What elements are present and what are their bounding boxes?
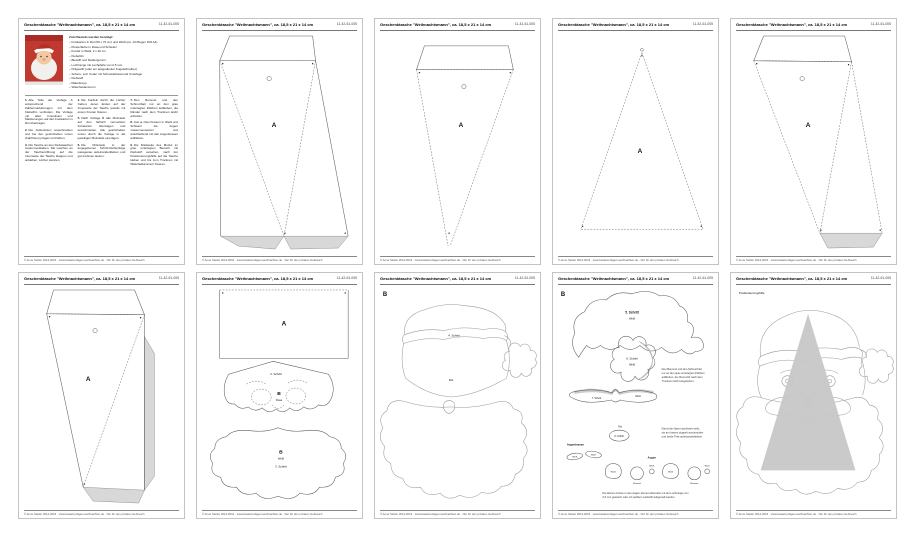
santa-eye-photo [46,56,48,58]
instruction-step [130,144,178,167]
apex-mark [641,48,644,51]
page-code: 11-42-61-005 [870,22,891,26]
cut-line [852,62,883,233]
punch-hole-mark [93,328,97,332]
page-footer [202,256,357,262]
material-item: – Lochzange mit Lochpfeife von 2,5 mm [69,64,157,68]
material-item: – Schere, evtl. Cutter mit Schneidelineal und Unterlage [69,73,157,77]
color-label: Schwarz [690,483,699,486]
page-header [380,22,535,31]
page-code: 11-42-61-005 [158,22,179,26]
color-label: Weiß [628,317,636,321]
page-title: Geschenktasche "Weihnachtsmann", ca. 18,5 x 21 x 14 cm [558,22,670,27]
registration-dot [848,64,849,65]
photo-table-edge [25,82,63,86]
color-label: Rot [618,425,623,429]
registration-dot [641,55,642,56]
note-line: aufkleben, der Rest wird nach dem [661,376,703,380]
page-content [375,32,540,255]
registration-dot [140,317,141,318]
page-4-template [552,18,719,265]
pages-grid [18,18,897,519]
page-7-template [196,272,363,519]
step-label: 2. Schritt [270,372,282,377]
section-label: Augenbrauen [566,443,584,447]
material-item: – Bleistift und Radiergummi [69,59,157,63]
part-label: B [279,450,283,456]
eye-highlight-outline [705,469,710,474]
instruction-step [130,99,178,118]
registration-dot [84,484,85,485]
glue-flap [284,236,348,249]
registration-dot [582,226,583,227]
material-item: – Kordel in Weiß, 2 x 40 cm [69,50,157,54]
page-title: Geschenktasche "Weihnachtsmann", ca. 18,5 x 21 x 14 cm [380,22,492,27]
page-footer [736,510,891,516]
color-label: Weiß [277,457,285,461]
sheet-label: B [382,291,388,298]
glue-flap [221,236,284,249]
page-content [19,286,184,509]
page-code: 11-42-61-005 [514,276,535,280]
eye-pupil-outline [688,467,701,480]
bottom-note [602,491,689,499]
note-line: sie am besten doppelt zuschneiden [661,431,704,435]
pompom-template [610,336,655,381]
eye-mark [246,381,266,384]
step-text: Die Kordeln durch die Löcher ziehen, deren Enden auf der Innenseite der Tasche jeweils mit einem Knoten fixieren. [77,98,126,114]
fold-line [284,61,316,236]
color-label: Weiß [635,395,641,399]
step-number: 2. [25,128,28,133]
caption: Positionierungshilfe [738,290,765,295]
page-code: 11-42-61-005 [692,276,713,280]
part-label: A [85,376,91,384]
note-1 [662,367,705,383]
page-code: 11-42-61-005 [870,276,891,280]
bag-template-a3 [47,290,155,503]
page-9-template [552,272,719,519]
eye-pupil-outline [631,467,644,480]
step-number: 3. [25,142,28,147]
page-footer [24,510,179,516]
beard-outline [210,428,346,499]
copyright-text: © Anne Stelter 2014-2016 · www.bastelvorlagen-weihnachten.de · Nur für den privaten Gebrauch [380,512,501,516]
page-3-template [374,18,541,265]
page-code: 11-42-61-005 [514,22,535,26]
note-line: nur an den grau unterlegten Flächen [661,372,705,376]
fold-line [820,62,852,233]
color-label: Rosa [275,398,283,402]
pompom-outline [859,349,893,383]
top-flap [754,36,852,62]
copyright-text: © Anne Stelter 2014-2016 · www.bastelvorlagen-weihnachten.de · Nur für den privaten Gebrauch [380,258,501,262]
instruction-step [25,129,73,141]
page-title: Geschenktasche "Weihnachtsmann", ca. 18,5 x 21 x 14 cm [202,276,314,281]
cut-line [47,314,84,487]
copyright-text: © Anne Stelter 2014-2016 · www.bastelvorlagen-weihnachten.de · Nur für den privaten Gebrauch [24,258,145,262]
note-line: Trocknen leicht angehoben. [661,380,695,384]
sheet-label: B [560,291,566,298]
part-label: A [281,320,287,328]
step-number: 6. [77,142,81,147]
step-number: 8. [130,120,133,125]
registration-dot [820,230,821,231]
part-label: A [458,122,464,130]
step-number: 9. [130,142,133,147]
material-item: – Plusterfarbe in Rosa und Schwarz [69,46,157,50]
page-6-template [18,272,185,519]
registration-dot [701,226,702,227]
page-title: Geschenktasche "Weihnachtsmann", ca. 18,5 x 21 x 14 cm [380,276,492,281]
note-line: und beide Teile aufeinanderkleben. [661,435,703,439]
page-footer [736,256,891,262]
color-label: Schwarz [632,483,642,486]
page-title: Geschenktasche "Weihnachtsmann", ca. 18,5 x 21 x 14 cm [736,276,848,281]
glue-flap [820,233,882,248]
bag-template-a [220,36,348,249]
nose-template [609,426,629,441]
santa-eye-photo [40,56,42,58]
step-text: Die Außenlinien ausschneiden und bei den gestrichelten Linien (Falzlinien) prägen und falzen. [25,128,73,140]
step-label: 6. Schritt [626,356,638,361]
color-label: Weiß [668,471,674,474]
eye-templates [605,455,710,485]
face-sides [402,341,509,379]
registration-dot [419,72,420,73]
instruction-step [78,99,126,115]
step-text: Aus je zwei Kreisen in Weiß und Schwarz die Augen zusammensetzen und anschließend mit den Augenbrauen aufkleben. [130,120,179,140]
cheek-line [406,378,507,397]
registration-dot [222,63,223,64]
fold-line [83,315,144,487]
step-text: Den Bommel und den Schnurrbart nur an den grau unterlegten Flächen aufkleben, die Ränder nach dem Trocknen leicht anheben. [130,98,179,118]
page-title: Geschenktasche "Weihnachtsmann", ca. 18,5 x 21 x 14 cm [24,276,136,281]
material-item: – Klebefilm [69,55,157,59]
page-header [558,276,713,285]
note-line: Damit die Nase räumlicher wirkt, [661,427,700,431]
pompom-connector [859,349,866,357]
hat-brim-lower [404,337,507,344]
hat-fur-template [573,291,704,357]
page-8-template [374,272,541,519]
step-text: Alle Teile der Vorlage A entsprechend der Zahlenmarkierungen mit dem Klebefilm verbinden. Die Vorlage mit allen Innenlinien und Markierungen auf den Fotokarton in Rot übertragen. [25,98,73,126]
step-text: Nach Vorlage B alle Motivteile auf den farblich vermerkten Fotokarton übertragen und ausschneiden. Alle gestrichelten Linien durch die Vorlage in die jeweiligen Motivteile einprägen. [77,116,126,140]
glue-zone [574,389,654,395]
divider [25,95,178,96]
step-label: 5. Schritt [625,310,639,315]
glue-flap [83,487,144,503]
instruction-columns [25,99,178,170]
instruction-step [78,144,126,160]
santa-head-template [380,305,536,499]
punch-hole-mark [267,76,271,80]
step-number: 1. [25,98,28,103]
bag-top-edge [25,35,63,41]
registration-dot [284,233,285,234]
registration-dot [756,63,757,64]
registration-dot [345,233,346,234]
step-label: 3. Schritt [275,464,287,469]
color-label: Weiß [572,456,578,459]
color-label: Weiß [610,471,616,474]
top-flap [416,46,513,70]
fur-outline [573,291,704,357]
face-outline [224,361,333,411]
cut-line [450,70,513,246]
page-header [558,22,713,31]
finished-bag-photo [25,35,63,85]
page-2-template [196,18,363,265]
page-header [202,22,357,31]
page-footer [558,510,713,516]
page-header [24,276,179,285]
rectangle-template-a [220,290,348,358]
cut-line [316,61,349,236]
materials-list [69,35,157,91]
cut-line [581,53,704,229]
instruction-column-2 [78,99,126,170]
page-code: 11-42-61-005 [158,276,179,280]
beard-template [210,428,346,499]
registration-dot [880,230,881,231]
page-1-instructions [18,18,185,265]
page-footer [202,510,357,516]
step-text: Die Rückseite des Motivs im grau unterlegten Bereich mit Klebstoff versehen, nach der Positionierungshilfe auf die Tasche kleben und bis zum Trocknen mit Wäscheklammern fixieren. [130,142,179,166]
page-footer [380,510,535,516]
registration-dot [49,316,50,317]
eye-highlight-outline [649,469,654,474]
color-label: Rot [448,378,454,383]
page-title: Geschenktasche "Weihnachtsmann", ca. 18,5 x 21 x 14 cm [558,276,670,281]
step-label: 4. Schritt [448,333,460,338]
page-content [731,286,896,509]
copyright-text: © Anne Stelter 2014-2016 · www.bastelvorlagen-weihnachten.de · Nur für den privaten Gebrauch [558,512,679,516]
page-title: Geschenktasche "Weihnachtsmann", ca. 18,5 x 21 x 14 cm [736,22,848,27]
page-code: 11-42-61-005 [336,22,357,26]
cut-line [416,70,448,246]
registration-dot [222,292,223,293]
color-label: Weiß [704,465,710,468]
copyright-text: © Anne Stelter 2014-2016 · www.bastelvorlagen-weihnachten.de · Nur für den privaten Gebrauch [736,512,857,516]
cone-position-overlay [761,314,856,471]
nose-notch-mark [272,405,284,408]
color-label: Weiß [628,363,636,367]
page-content [19,32,184,255]
step-label: 7. Schritt [591,396,602,400]
note-line: Die kleinen Kreise in den Augen können alternativ mit der Lochzange von [602,492,689,496]
instruction-column-1 [25,99,73,170]
page-title: Geschenktasche "Weihnachtsmann", ca. 18,5 x 21 x 14 cm [24,22,136,27]
page-5-template [730,18,897,265]
material-item: – Fotokarton in Rot (50 x 70 cm) und Weiß (ca. 1/4 Bogen DIN A4) [69,41,157,45]
registration-dot [312,63,313,64]
part-label: B [277,392,281,398]
material-item: – Prägestift (oder ein ausgedienter Kugelschreiber) [69,68,157,72]
step-number: 4. [77,98,81,103]
registration-dot [448,233,449,234]
punch-hole-mark [800,76,804,80]
page-footer [558,256,713,262]
part-label: A [637,147,643,155]
page-content [553,286,718,509]
instruction-step [25,144,73,163]
cone-template-a [416,46,513,246]
step-number: 7. [130,98,133,103]
cheek-mark [251,389,271,405]
step-text: Die Tasche an den Klebelaschen zusammenkleben. Die Laschen an der Taschenöffnung auf die Innenseite der Tasche klappen und ankleben. Löcher stanzen. [25,142,73,163]
page-header [24,22,179,31]
page-code: 11-42-61-005 [336,276,357,280]
note-line: Den Bommel und den Schnurrbart [661,368,702,372]
step-label: 8. Schritt [614,435,624,439]
side-glue-strip [144,337,154,491]
glue-zone [639,342,653,380]
top-flap [47,290,145,315]
color-label: Weiß [591,454,597,457]
top-flap [220,36,316,61]
page-content [197,32,362,255]
copyright-text: © Anne Stelter 2014-2016 · www.bastelvorlagen-weihnachten.de · Nur für den privaten Gebrauch [24,512,145,516]
face-mask-template [224,361,333,411]
page-content [375,286,540,509]
note-2 [662,427,704,439]
page-header [380,276,535,285]
copyright-text: © Anne Stelter 2014-2016 · www.bastelvorlagen-weihnachten.de · Nur für den privaten Gebrauch [202,512,323,516]
page-header [202,276,357,285]
page-content [731,32,896,255]
material-item: – Wäscheklammern [69,86,157,90]
cut-line [754,61,820,233]
page-content [553,32,718,255]
cut-line [220,61,221,236]
registration-dot [510,72,511,73]
copyright-text: © Anne Stelter 2014-2016 · www.bastelvorlagen-weihnachten.de · Nur für den privaten Gebrauch [558,258,679,262]
page-footer [380,256,535,262]
instruction-column-3 [130,99,178,170]
instruction-step [78,117,126,140]
page-header [736,276,891,285]
materials-heading: Zum Basteln werden benötigt: [69,35,114,39]
page-footer [24,256,179,262]
page-code: 11-42-61-005 [692,22,713,26]
part-label: A [271,122,277,130]
material-item: – Malerkrepp [69,82,157,86]
note-line: 2,5 mm gestanzt oder mit weißem Lackstift aufgemalt werden. [602,496,676,500]
pompom-outline [502,343,536,377]
triangle-template-a [581,48,704,229]
registration-dot [345,292,346,293]
eye-mark [288,380,308,383]
instruction-step [25,99,73,126]
section-label: Augen [647,456,656,460]
mustache-template [569,389,657,403]
page-content [197,286,362,509]
santa-nose-photo [42,58,45,61]
step-text: Die Motivteile in der angegebenen Schritt-Reihenfolge passgenau aufeinanderkleben und gut trocknen lassen. [77,142,126,159]
part-label: A [805,122,811,130]
copyright-text: © Anne Stelter 2014-2016 · www.bastelvorlagen-weihnachten.de · Nur für den privaten Gebrauch [736,258,857,262]
beard-outline [380,401,527,498]
hat-outline [404,305,505,335]
copyright-text: © Anne Stelter 2014-2016 · www.bastelvorlagen-weihnachten.de · Nur für den privaten Gebrauch [202,258,323,262]
page-10-positioning-aid [730,272,897,519]
cheek-mark [286,388,306,404]
fold-line [220,61,284,236]
eyebrow-templates [566,443,601,461]
bag-template-a2 [754,36,882,248]
instruction-step [130,121,178,140]
page-header [736,22,891,31]
color-label: Weiß [649,465,655,468]
page-title: Geschenktasche "Weihnachtsmann", ca. 18,5 x 21 x 14 cm [202,22,314,27]
punch-hole-mark [462,84,466,88]
material-item: – Klebstoff [69,77,157,81]
step-number: 5. [77,116,81,121]
